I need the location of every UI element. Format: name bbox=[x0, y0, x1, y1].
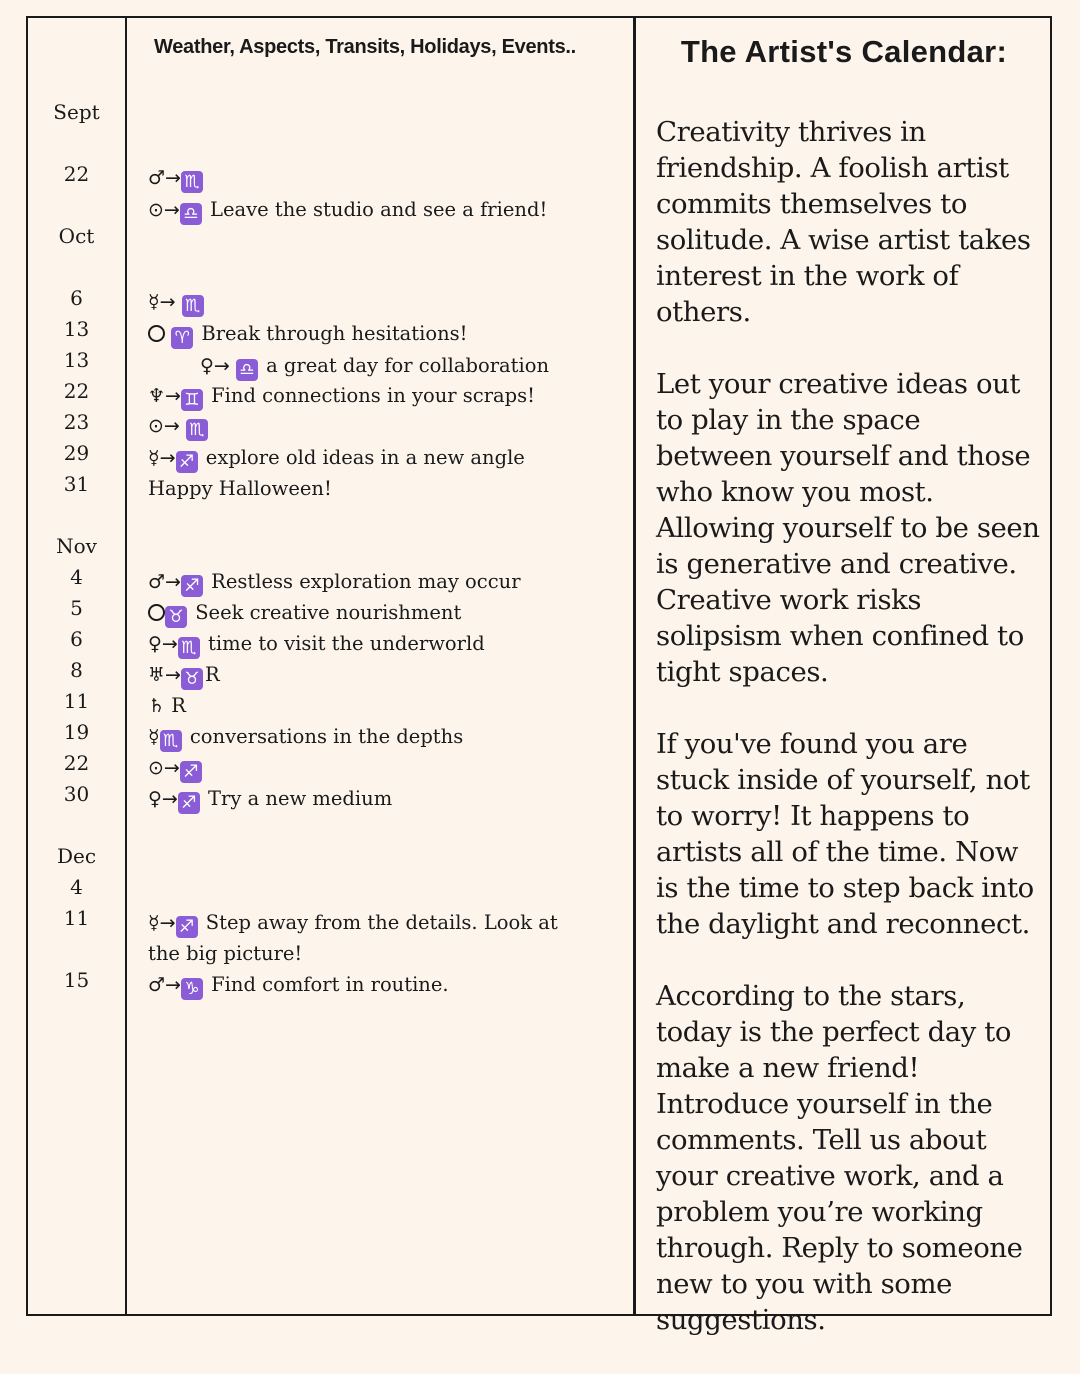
date-day: 31 bbox=[63, 472, 90, 496]
scorpio-icon: ♏ bbox=[186, 419, 208, 441]
event-entry: ♈ Break through hesitations! bbox=[148, 322, 468, 349]
event-entry: ☿→ ♐ Step away from the details. Look at bbox=[148, 911, 558, 937]
sun-icon: ⊙→ bbox=[148, 199, 180, 221]
event-entry: ♅→ ♉ R bbox=[148, 663, 220, 689]
scorpio-icon: ♏ bbox=[181, 171, 203, 193]
neptune-icon: ♆→ bbox=[148, 385, 181, 407]
date-day: 4 bbox=[70, 875, 83, 899]
mercury-icon: ☿→ bbox=[148, 291, 182, 313]
mercury-icon: ☿ bbox=[148, 726, 160, 748]
venus-icon: ♀→ bbox=[200, 355, 236, 377]
gemini-icon: ♊ bbox=[181, 389, 203, 411]
scorpio-icon: ♏ bbox=[182, 295, 204, 317]
mars-icon: ♂→ bbox=[148, 167, 181, 189]
new-moon-icon bbox=[148, 604, 165, 621]
event-entry: ♄ R bbox=[148, 694, 186, 717]
mars-icon: ♂→ bbox=[148, 571, 181, 593]
sagittarius-icon: ♐ bbox=[176, 916, 198, 938]
date-day: 23 bbox=[63, 410, 90, 434]
paragraph: Let your creative ideas out to play in the space between yourself and those who know you most. Allowing yourself to be seen is generative and creative. Creative work risks solipsism when confined to tight spaces. bbox=[656, 368, 1040, 688]
libra-icon: ♎ bbox=[180, 203, 202, 225]
date-day: 29 bbox=[63, 441, 90, 465]
event-entry bbox=[148, 756, 204, 783]
full-moon-icon bbox=[148, 325, 165, 342]
date-month: Nov bbox=[56, 534, 97, 558]
paragraph: Creativity thrives in friendship. A foolish artist commits themselves to solitude. A wise artist takes interest in the work of others. bbox=[656, 116, 1031, 328]
mercury-icon: ☿→ bbox=[148, 912, 176, 934]
sagittarius-icon: ♐ bbox=[178, 792, 200, 814]
event-entry: ♂→ ♐ Restless exploration may occur bbox=[148, 570, 521, 596]
date-day: 15 bbox=[63, 968, 90, 992]
event-entry: ♀→ ♎ a great day for collaboration bbox=[200, 354, 550, 380]
calendar-body bbox=[656, 114, 1040, 1374]
sagittarius-icon: ♐ bbox=[181, 575, 203, 597]
venus-icon: ♀→ bbox=[148, 633, 178, 655]
paragraph: According to the stars, today is the perfect day to make a new friend! Introduce yourself in the comments. Tell us about your creative work, and a problem you’re working through. Reply to someone new to you with some suggestions. bbox=[656, 980, 1023, 1336]
event-entry: Happy Halloween! bbox=[148, 477, 332, 500]
date-day: 4 bbox=[70, 565, 83, 589]
saturn-icon: ♄ bbox=[148, 695, 166, 717]
date-day: 22 bbox=[63, 162, 90, 186]
date-day: 11 bbox=[63, 689, 90, 713]
event-entry: ♀→ ♏ time to visit the underworld bbox=[148, 632, 485, 658]
event-entry bbox=[148, 414, 210, 441]
date-day: 13 bbox=[63, 348, 90, 372]
date-month: Sept bbox=[53, 100, 100, 124]
aries-icon: ♈ bbox=[171, 327, 193, 349]
uranus-icon: ♅→ bbox=[148, 664, 181, 686]
scorpio-icon: ♏ bbox=[178, 637, 200, 659]
date-day: 6 bbox=[70, 286, 83, 310]
date-day: 5 bbox=[70, 596, 83, 620]
sun-icon: ⊙→ bbox=[148, 415, 186, 437]
calendar-title: The Artist's Calendar: bbox=[680, 34, 1008, 69]
date-day: 22 bbox=[63, 379, 90, 403]
event-entry: ☿→ ♐ explore old ideas in a new angle bbox=[148, 446, 525, 472]
date-month: Oct bbox=[58, 224, 95, 248]
date-day: 6 bbox=[70, 627, 83, 651]
capricorn-icon: ♑ bbox=[181, 978, 203, 1000]
venus-icon: ♀→ bbox=[148, 788, 178, 810]
event-entry: ♆→ ♊ Find connections in your scraps! bbox=[148, 384, 536, 410]
event-entry: ☿ ♏ conversations in the depths bbox=[148, 725, 464, 751]
taurus-icon: ♉ bbox=[165, 606, 187, 628]
event-entry: ♂→ ♑ Find comfort in routine. bbox=[148, 973, 449, 999]
date-day: 8 bbox=[70, 658, 83, 682]
event-entry: ♉ Seek creative nourishment bbox=[148, 601, 461, 628]
date-month: Dec bbox=[56, 844, 97, 868]
date-day: 13 bbox=[63, 317, 90, 341]
events-column-header: Weather, Aspects, Transits, Holidays, Events.. bbox=[154, 36, 576, 58]
date-day: 22 bbox=[63, 751, 90, 775]
column-divider bbox=[633, 16, 636, 1316]
mercury-icon: ☿→ bbox=[148, 447, 176, 469]
taurus-icon: ♉ bbox=[181, 668, 203, 690]
paragraph: If you've found you are stuck inside of yourself, not to worry! It happens to artists all of the time. Now is the time to step back into the daylight and reconnect. bbox=[656, 728, 1034, 940]
event-entry: ♀→ ♐ Try a new medium bbox=[148, 787, 393, 813]
date-day: 19 bbox=[63, 720, 90, 744]
event-entry: ⊙→ ♎ Leave the studio and see a friend! bbox=[148, 198, 548, 224]
sun-icon: ⊙→ bbox=[148, 757, 180, 779]
mars-icon: ♂→ bbox=[148, 974, 181, 996]
libra-icon: ♎ bbox=[236, 359, 258, 381]
event-entry bbox=[148, 290, 206, 317]
event-entry bbox=[148, 166, 205, 193]
event-entry: the big picture! bbox=[148, 942, 303, 965]
date-day: 30 bbox=[63, 782, 90, 806]
sagittarius-icon: ♐ bbox=[180, 761, 202, 783]
scorpio-icon: ♏ bbox=[160, 730, 182, 752]
date-day: 11 bbox=[63, 906, 90, 930]
sagittarius-icon: ♐ bbox=[176, 451, 198, 473]
